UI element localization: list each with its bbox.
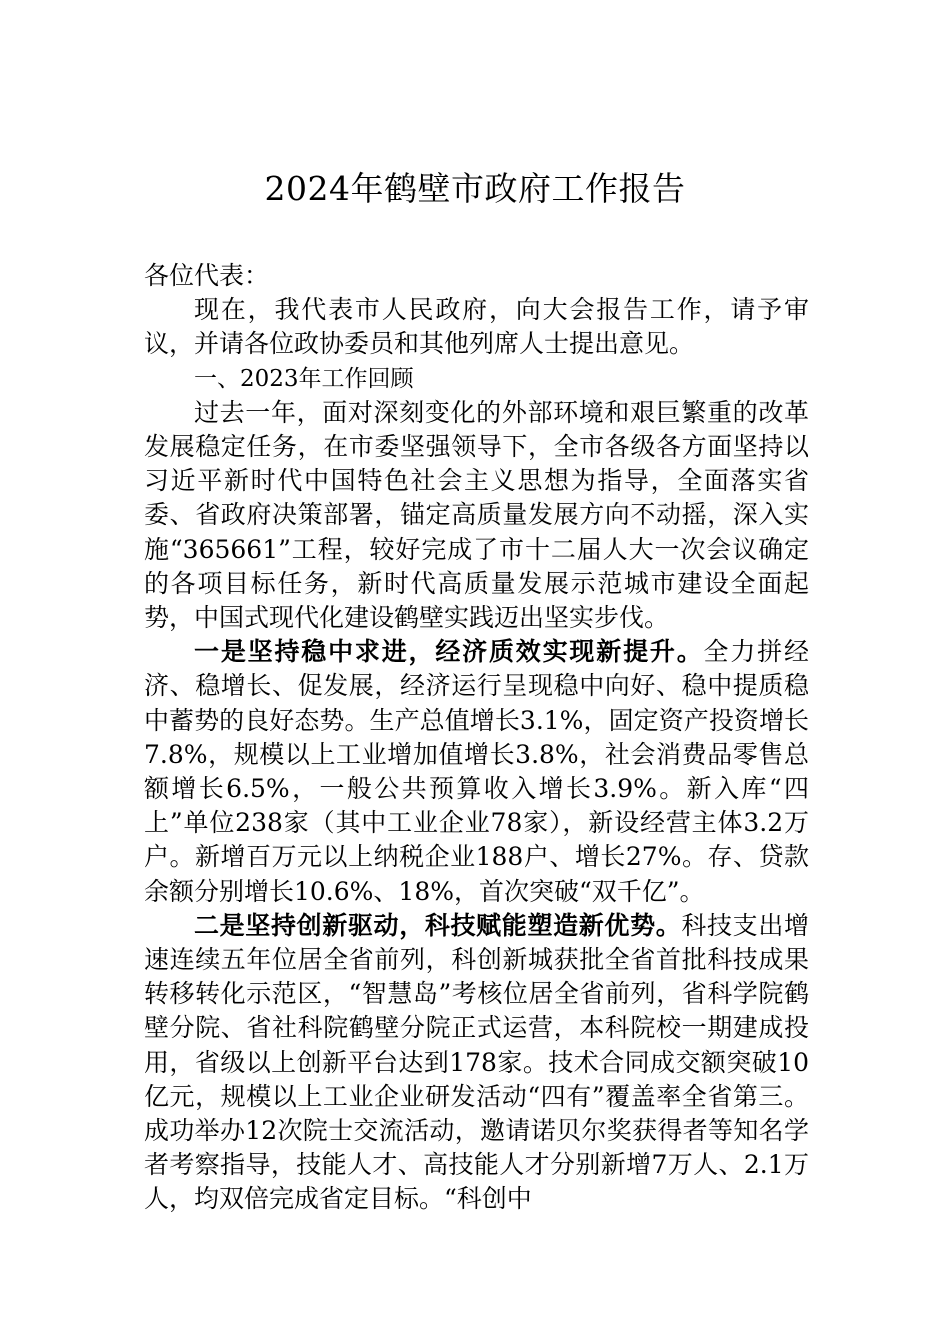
paragraph-overview [144, 396, 809, 635]
paragraph-intro [144, 293, 809, 361]
paragraph-economy [144, 635, 809, 909]
document-body [144, 259, 809, 1217]
document-title: 2024年鹤壁市政府工作报告 [264, 169, 686, 208]
paragraph-intro-text: 现在，我代表市人民政府，向大会报告工作，请予审议，并请各位政协委员和其他列席人士提出意见。 [144, 295, 809, 359]
paragraph-innovation-text: 科技支出增速连续五年位居全省前列，科创新城获批全省首批科技成果转移转化示范区，“智慧岛”考核位居全省前列，省科学院鹤壁分院、省社科院鹤壁分院正式运营，本科院校一期建成投用，省级以上创新平台达到178家。技术合同成交额突破10亿元，规模以上工业企业研发活动“四有”覆盖率全省第三。成功举办12次院士交流活动，邀请诺贝尔奖获得者等知名学者考察指导，技能人才、高技能人才分别新增7万人、2.1万人，均双倍完成省定目标。“科创中 [144, 910, 809, 1214]
salutation: 各位代表： [144, 261, 270, 290]
paragraph-innovation [144, 909, 809, 1217]
paragraph-economy-text: 全力拼经济、稳增长、促发展，经济运行呈现稳中向好、稳中提质稳中蓄势的良好态势。生产总值增长3.1%，固定资产投资增长7.8%，规模以上工业增加值增长3.8%，社会消费品零售总额增长6.5%，一般公共预算收入增长3.9%。新入库“四上”单位238家（其中工业企业78家），新设经营主体3.2万户。新增百万元以上纳税企业188户、增长27%。存、贷款余额分别增长10.6%、18%，首次突破“双千亿”。 [144, 637, 809, 906]
paragraph-economy-lead: 一是坚持稳中求进，经济质效实现新提升。 [194, 637, 704, 667]
section-heading [144, 362, 809, 396]
paragraph-innovation-lead: 二是坚持创新驱动，科技赋能塑造新优势。 [194, 910, 682, 940]
section-heading-text: 一、2023年工作回顾 [194, 365, 414, 392]
paragraph-overview-text: 过去一年，面对深刻变化的外部环境和艰巨繁重的改革发展稳定任务，在市委坚强领导下，全市各级各方面坚持以习近平新时代中国特色社会主义思想为指导，全面落实省委、省政府决策部署，锚定高质量发展方向不动摇，深入实施“365661”工程，较好完成了市十二届人大一次会议确定的各项目标任务，新时代高质量发展示范城市建设全面起势，中国式现代化建设鹤壁实践迈出坚实步伐。 [144, 397, 809, 633]
